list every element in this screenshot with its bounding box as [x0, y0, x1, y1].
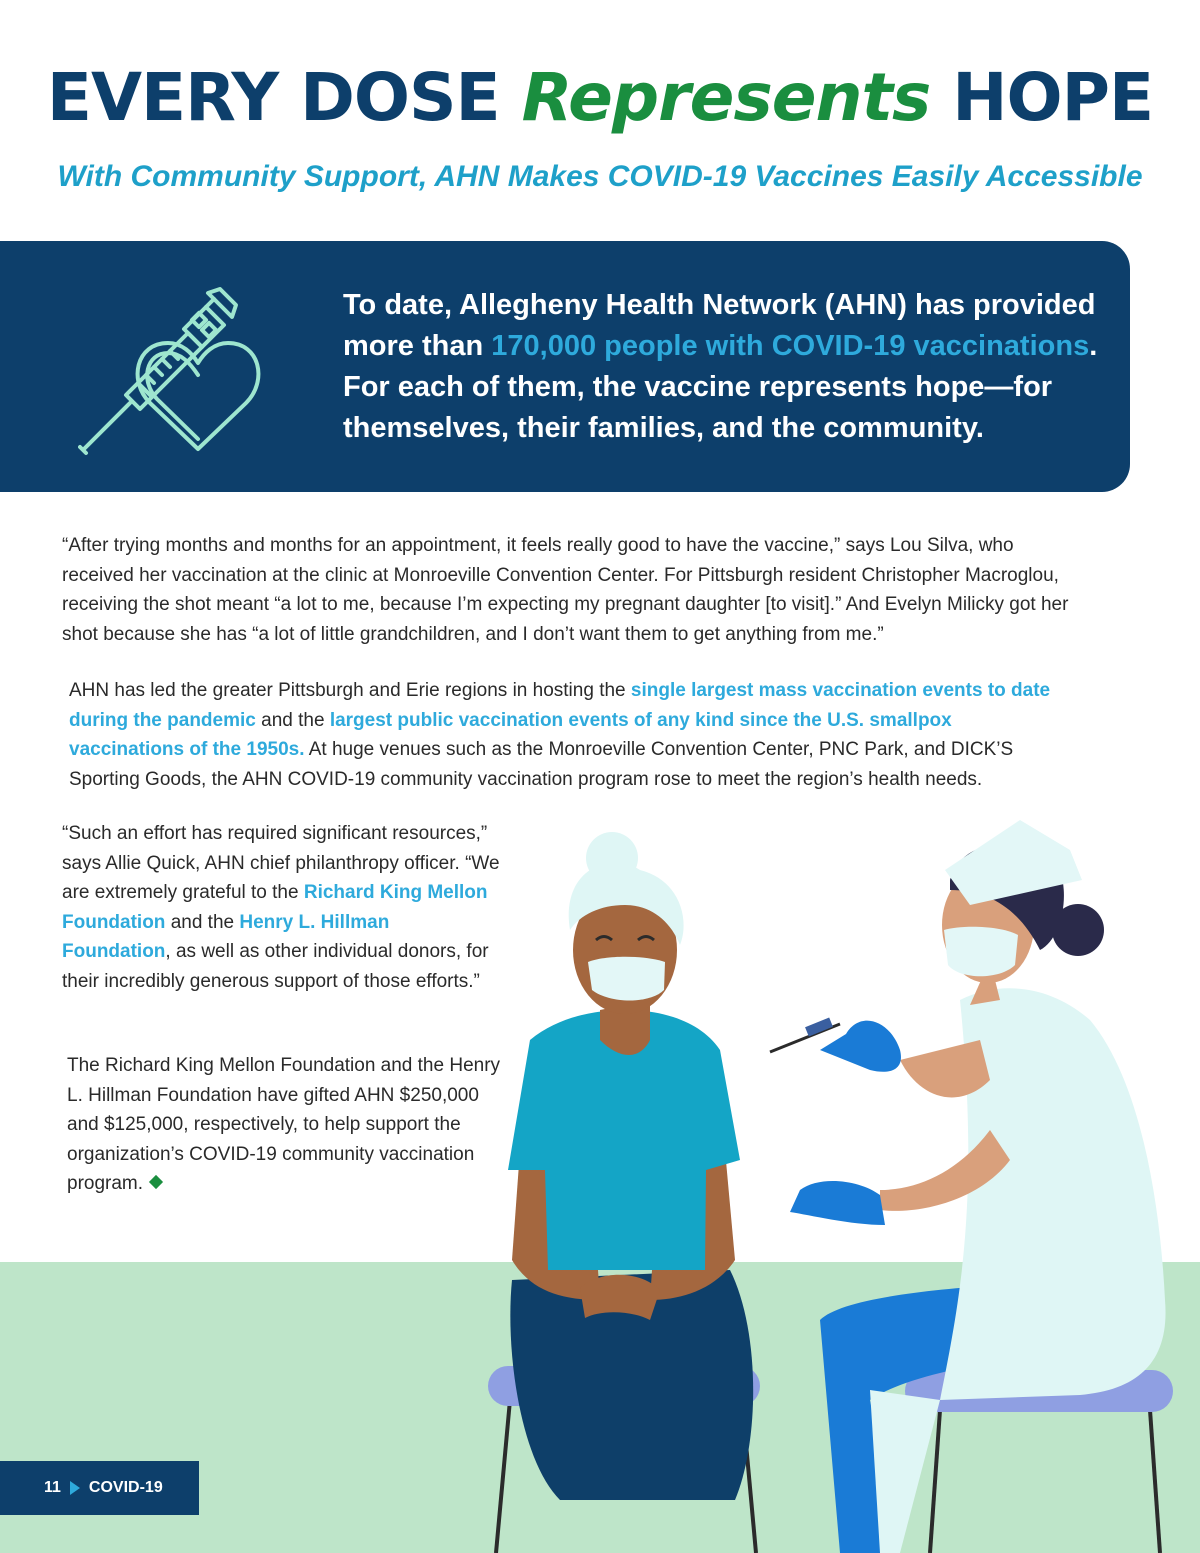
- paragraph-events: AHN has led the greater Pittsburgh and Erie regions in hosting the single largest mass vaccination events to date during the pandemic and the largest public vaccination events of any kind since the U.S. smallpox vaccinations of the 1950s. At huge venues such as the Monroeville Convention Center, PNC Park, and DICK’S Sporting Goods, the AHN COVID-19 community vaccination program rose to meet the region’s health needs.: [69, 680, 1051, 790]
- stat-highlight: 170,000 people with COVID-19 vaccinations: [491, 330, 1090, 362]
- triangle-right-icon: [70, 1481, 80, 1495]
- page-number: 11: [44, 1479, 61, 1496]
- page-subtitle: With Community Support, AHN Makes COVID-19 Vaccines Easily Accessible: [57, 160, 1143, 193]
- page-footer: [0, 1461, 199, 1515]
- section-label: COVID-19: [88, 1479, 163, 1496]
- title-accent: Represents: [521, 59, 931, 136]
- nurse-figure: [770, 820, 1166, 1553]
- link-largest-mass-vaccination[interactable]: single largest mass vaccination events to date during the pandemic: [69, 680, 1051, 731]
- end-mark-icon: [149, 1175, 163, 1189]
- link-richard-king-mellon-foundation[interactable]: Richard King Mellon Foundation: [62, 882, 488, 933]
- link-henry-hillman-foundation[interactable]: Henry L. Hillman Foundation: [62, 911, 390, 962]
- title-part-1: EVERY DOSE: [46, 59, 522, 136]
- paragraph-quotes: “After trying months and months for an appointment, it feels really good to have the vaccine,” says Lou Silva, who received her vaccination at the clinic at Monroeville Convention Center. For Pittsburgh resident Christopher Macroglou, receiving the shot meant “a lot to me, because I’m expecting my pregnant daughter [to visit].” And Evelyn Milicky got her shot because she has “a lot of little grandchildren, and I don’t want them to get anything from me.”: [62, 535, 1069, 645]
- link-largest-public-vaccination[interactable]: largest public vaccination events of any kind since the U.S. smallpox vaccinations of the 1950s.: [69, 709, 952, 760]
- paragraph-philanthropy-quote: “Such an effort has required significant resources,” says Allie Quick, AHN chief philanthropy officer. “We are extremely grateful to the Richard King Mellon Foundation and the Henry L. Hillman Foundation, as well as other individual donors, for their incredibly generous support of those efforts.”: [62, 823, 500, 992]
- paragraph-gifts: The Richard King Mellon Foundation and the Henry L. Hillman Foundation have gifted AHN $250,000 and $125,000, respectively, to help support the organization’s COVID-19 community vaccination program.: [67, 1055, 501, 1194]
- patient-figure: [508, 832, 753, 1500]
- title-part-2: HOPE: [930, 59, 1154, 136]
- banner-text: To date, Allegheny Health Network (AHN) has provided more than 170,000 people with COVID-19 vaccinations. For each of them, the vaccine represents hope—for themselves, their families, and the community.: [343, 289, 1098, 444]
